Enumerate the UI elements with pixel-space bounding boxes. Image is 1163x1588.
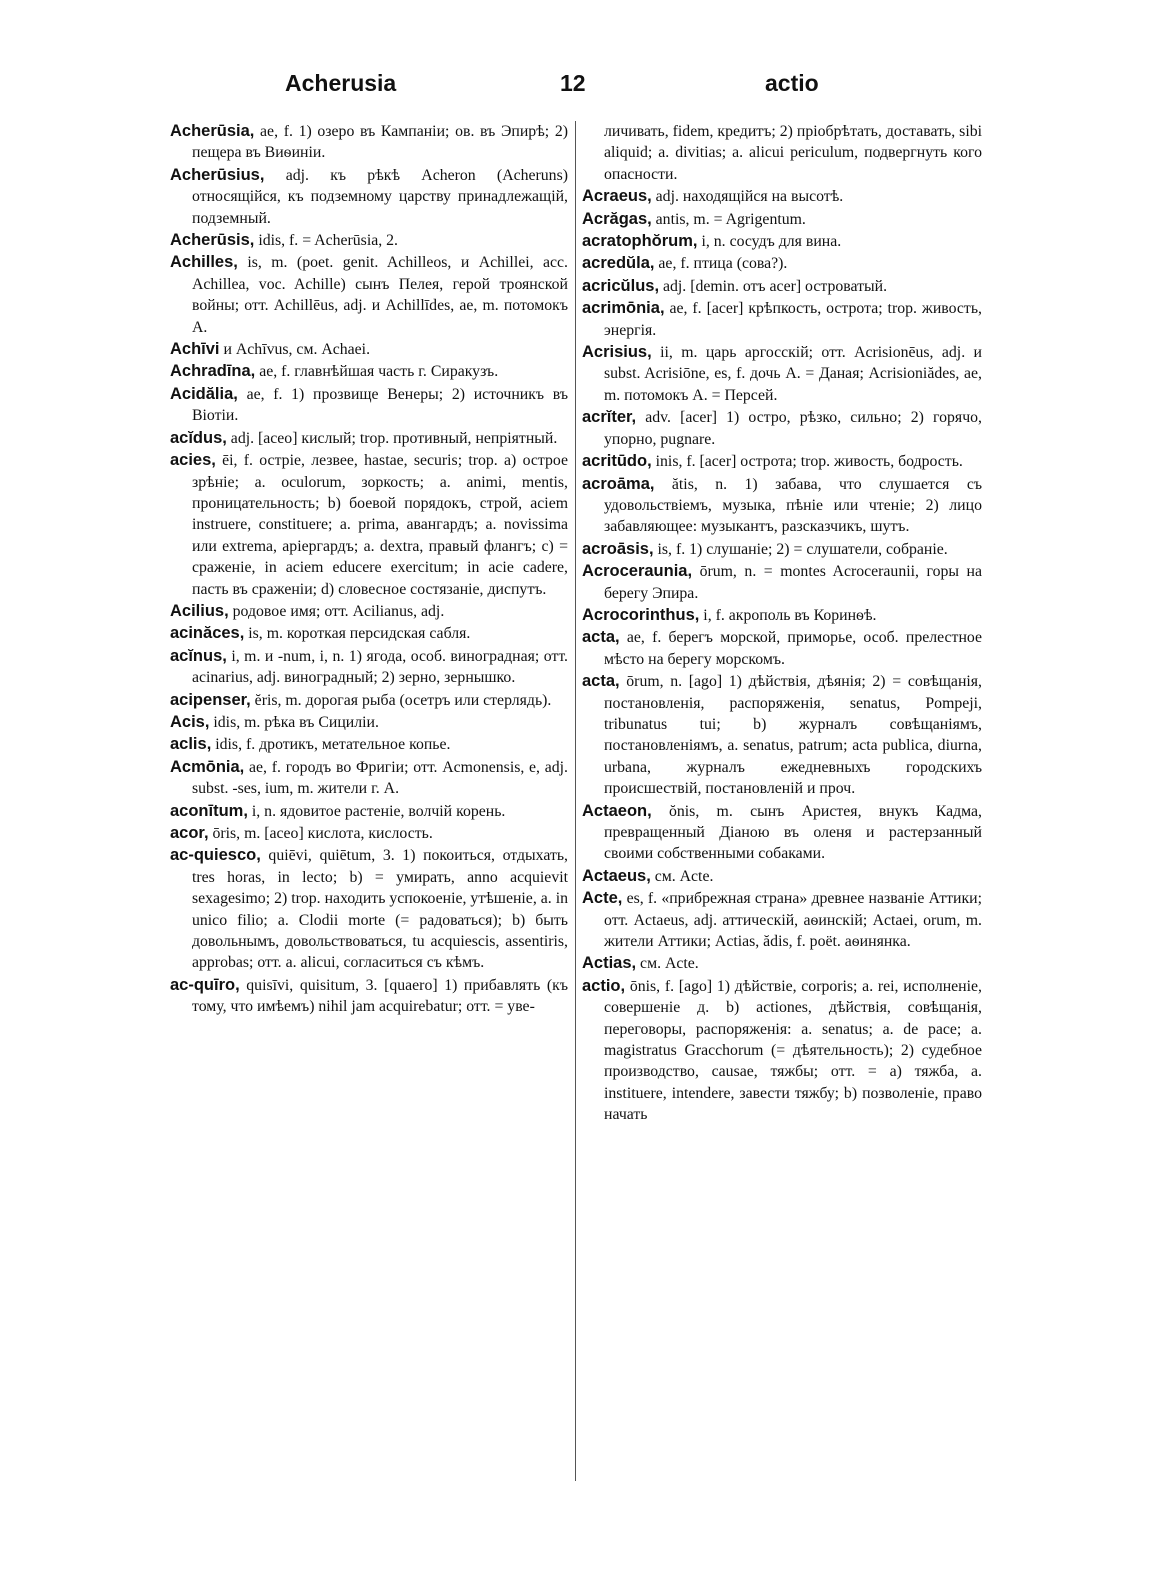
dictionary-entry: [582, 209, 982, 230]
entry-definition: quisīvi, quisitum, 3. [quaero] 1) прибавлять (къ тому, что имѣемъ) nihil jam acquirebatur; отт. = уве-: [192, 976, 568, 1016]
entry-headword: acĭnus,: [170, 646, 227, 665]
entry-definition: quiēvi, quiētum, 3. 1) покоиться, отдыхать, tres horas, in lecto; b) = умирать, anno acquievit sexagesimo; 2) trop. находить успокоеніе, утѣшеніе, a. in unico filio; a. Clodii morte (= радоваться); b) быть довольнымъ, довольствоваться, tu acquiescis, assentiris, approbas; отт. a. alicui, согласиться съ кѣмъ.: [192, 847, 568, 972]
entry-definition: ae, f. главнѣйшая часть г. Сиракузъ.: [255, 363, 499, 381]
dictionary-entry: [170, 712, 568, 733]
entry-definition: i, f. акрополь въ Коринѳѣ.: [699, 606, 877, 624]
entry-headword: Acis,: [170, 712, 210, 731]
entry-headword: acies,: [170, 451, 216, 470]
dictionary-entry: [170, 823, 568, 844]
entry-definition: ae, f. 1) озеро въ Кампаніи; ов. въ Эпирѣ; 2) пещера въ Виѳиніи.: [192, 123, 568, 162]
entry-definition: ae, f. городъ во Фригіи; отт. Acmonensis, e, adj. subst. -ses, ium, m. жители г. А.: [192, 758, 568, 798]
entry-headword: acipenser,: [170, 690, 251, 709]
entry-headword: aconītum,: [170, 801, 248, 820]
entry-headword: acroāsis,: [582, 539, 654, 558]
entry-definition: adj. [aceo] кислый; trop. противный, непріятный.: [226, 429, 558, 447]
dictionary-entry: [170, 601, 568, 622]
entry-definition: см. Acte.: [650, 867, 714, 885]
dictionary-entry: [582, 474, 982, 538]
dictionary-entry: [170, 252, 568, 338]
entry-definition: ae, f. берегъ морской, приморье, особ. прелестное мѣсто на берегу морскомъ.: [604, 629, 982, 668]
entry-definition: ĕris, m. дорогая рыба (осетръ или стерлядь).: [250, 691, 552, 709]
entry-definition: ŏnis, m. сынъ Аристея, внукъ Кадма, превращенный Діаною въ оленя и растерзанный своими собственными собаками.: [604, 802, 982, 863]
dictionary-entry: [582, 605, 982, 626]
dictionary-entry: [582, 866, 982, 887]
entry-definition: adj. [demin. отъ acer] островатый.: [659, 277, 888, 295]
entry-definition: i, m. и -num, i, n. 1) ягода, особ. виноградная; отт. acinarius, adj. виноградный; 2) зерно, зернышко.: [192, 647, 568, 687]
entry-headword: acritūdo,: [582, 452, 652, 471]
entry-definition: antis, m. = Agrigentum.: [651, 210, 806, 228]
entry-headword: acor,: [170, 824, 209, 842]
dictionary-entry: [170, 623, 568, 644]
entry-headword: Acte,: [582, 889, 623, 908]
dictionary-entry: [170, 646, 568, 689]
entry-definition: adj. къ рѣкѣ Acheron (Acheruns) относящійся, къ подземному царству принадлежащій, подземный.: [192, 166, 568, 227]
dictionary-entry: [582, 671, 982, 799]
entry-headword: acrĭter,: [582, 408, 637, 427]
dictionary-entry: [170, 428, 568, 449]
entry-headword: Acherūsia,: [170, 122, 255, 140]
entry-definition: ii, m. царь аргосскій; отт. Acrisionēus, adj. и subst. Acrisiōne, es, f. дочь А. = Даная; Acrisioniădes, ae, m. потомокъ А. = Персей.: [604, 344, 982, 404]
entry-headword: aclis,: [170, 735, 212, 754]
entry-headword: acinăces,: [170, 624, 245, 643]
dictionary-entry: [170, 384, 568, 427]
entry-definition: см. Acte.: [636, 955, 699, 973]
entry-headword: acroāma,: [582, 474, 655, 493]
dictionary-entry: [582, 451, 982, 472]
dictionary-entry: [582, 276, 982, 297]
dictionary-entry: [170, 361, 568, 382]
entry-definition: и Achīvus, см. Achaei.: [219, 341, 371, 359]
entry-definition: ae, f. птица (сова?).: [654, 255, 788, 273]
entry-definition: inis, f. [acer] острота; trop. живость, бодрость.: [651, 453, 963, 471]
dictionary-entry: [170, 690, 568, 711]
entry-definition: idis, m. рѣка въ Сициліи.: [209, 713, 379, 731]
entry-definition: is, f. 1) слушаніе; 2) = слушатели, собраніе.: [653, 540, 948, 558]
entry-headword: Acrăgas,: [582, 209, 652, 228]
entry-headword: actio,: [582, 976, 626, 995]
right-column: [582, 121, 982, 1127]
entry-definition: i, n. сосудъ для вина.: [697, 233, 842, 251]
dictionary-entry: [170, 975, 568, 1018]
dictionary-entry: [170, 450, 568, 600]
entry-headword: Achīvi: [170, 340, 220, 359]
entry-definition: idis, f. = Acherūsia, 2.: [254, 232, 398, 250]
column-divider: [575, 121, 576, 1481]
dictionary-entry: [582, 407, 982, 450]
dictionary-entry: [170, 757, 568, 800]
dictionary-entry: [582, 186, 982, 207]
entry-headword: Acmōnia,: [170, 757, 245, 776]
dictionary-entry: [170, 845, 568, 973]
entry-headword: Acraeus,: [582, 187, 652, 206]
entry-headword: Achilles,: [170, 253, 238, 272]
dictionary-entry: [582, 888, 982, 952]
dictionary-entry: [582, 801, 982, 865]
running-head-last-word: actio: [765, 70, 819, 96]
entry-headword: Acilius,: [170, 601, 229, 620]
entry-definition: idis, f. дротикъ, метательное копье.: [211, 736, 451, 754]
dictionary-entry: [582, 539, 982, 560]
dictionary-entry: [170, 801, 568, 822]
dictionary-entry: [170, 339, 568, 360]
running-head: [170, 70, 1000, 106]
entry-headword: acta,: [582, 672, 620, 691]
dictionary-entry: [582, 953, 982, 974]
entry-definition: ae, f. [acer] крѣпкость, острота; trop. живость, энергія.: [604, 300, 982, 339]
entry-headword: Acherūsius,: [170, 165, 265, 184]
entry-definition: adj. находящійся на высотѣ.: [651, 188, 844, 206]
entry-definition: личивать, fidem, кредитъ; 2) пріобрѣтать, доставать, sibi aliquid; a. divitias; a. alicui periculum, подвергнуть кого опасности.: [604, 123, 982, 183]
dictionary-entry: [582, 627, 982, 670]
entry-headword: Acherūsis,: [170, 231, 255, 250]
dictionary-entry: [582, 561, 982, 604]
dictionary-entry: [170, 121, 568, 164]
entry-headword: acratophŏrum,: [582, 232, 698, 251]
entry-headword: acricŭlus,: [582, 276, 660, 295]
entry-headword: Acrisius,: [582, 343, 652, 362]
entry-definition: ătis, n. 1) забава, что слушается съ удовольствіемъ, музыка, пѣніе или чтеніе; 2) лицо забавляющее: музыкантъ, разсказчикъ, шутъ.: [604, 475, 982, 536]
entry-headword: Acidălia,: [170, 384, 238, 403]
entry-definition: is, m. короткая персидская сабля.: [244, 625, 471, 643]
page-number: 12: [560, 70, 586, 96]
running-head-first-word: Acherusia: [285, 70, 397, 96]
dictionary-entry: [582, 231, 982, 252]
entry-headword: Acrocorinthus,: [582, 605, 700, 624]
entry-definition: родовое имя; отт. Acilianus, adj.: [228, 602, 445, 620]
entry-headword: ac-quīro,: [170, 975, 240, 994]
dictionary-entry: [170, 734, 568, 755]
entry-definition: es, f. «прибрежная страна» древнее названіе Аттики; отт. Actaeus, adj. аттическій, аѳинскій; Actaei, orum, m. жители Аттики; Actias, ădis, f. poët. аѳинянка.: [604, 890, 982, 951]
entry-definition: ōnis, f. [ago] 1) дѣйствіе, corporis; a. rei, исполненіе, совершеніе д. b) actiones, дѣйствія, совѣщанія, переговоры, распоряженія: a. senatus; a. de pace; a. magistratus Gracchorum (= дѣятельность); 2) судебное производство, causae, тяжбы; отт. = a) тяжба, a. instituere, intendere, завести тяжбу; b) позволеніе, право начать: [604, 977, 982, 1124]
entry-definition: adv. [acer] 1) остро, рѣзко, сильно; 2) горячо, упорно, pugnare.: [604, 409, 982, 448]
entry-definition: i, n. ядовитое растеніе, волчій корень.: [247, 802, 506, 820]
entry-headword: Actaeon,: [582, 801, 652, 820]
entry-headword: acredŭla,: [582, 254, 655, 273]
entry-definition: ēi, f. остріе, лезвее, hastae, securis; trop. a) острое зрѣніе; a. oculorum, зоркость; a. animi, mentis, проницательность; b) боевой порядокъ, строй, aciem instruere, constituere; a. prima, авангардъ; a. novissima или extrema, аріергардъ; a. dextra, правый флангъ; c) = сраженіе, in aciem educere exercitum; in acie cadere, пасть въ сраженіи; d) словесное состязаніе, диспутъ.: [192, 452, 568, 598]
dictionary-entry: [582, 298, 982, 341]
entry-definition: ōrum, n. = montes Acroceraunii, горы на берегу Эпира.: [604, 563, 982, 602]
entry-headword: ac-quiesco,: [170, 846, 261, 865]
entry-headword: acta,: [582, 628, 620, 647]
entry-headword: Actias,: [582, 954, 637, 973]
dictionary-entry: [170, 165, 568, 229]
dictionary-entry: [170, 230, 568, 251]
entry-headword: Achradīna,: [170, 362, 256, 381]
entry-headword: Actaeus,: [582, 866, 651, 885]
entry-definition: ōris, m. [aceo] кислота, кислость.: [208, 825, 433, 842]
entry-headword: acĭdus,: [170, 428, 227, 447]
dictionary-entry: [582, 121, 982, 185]
entry-definition: ae, f. 1) прозвище Венеры; 2) источникъ въ Віотіи.: [192, 385, 568, 425]
entry-definition: ōrum, n. [ago] 1) дѣйствія, дѣянія; 2) = совѣщанія, постановленія, распоряженія, senatus, Pompeji, tribunatus tui; b) журналъ совѣщаніямъ, постановленіямъ, a. senatus, patrum; acta publica, diurna, urbana, журналъ ежедневныхъ городскихъ происшествій, постановленій и проч.: [604, 673, 982, 798]
dictionary-entry: [582, 253, 982, 274]
dictionary-entry: [582, 976, 982, 1126]
entry-definition: is, m. (poet. genit. Achilleos, и Achillei, acc. Achillea, voc. Achille) сынъ Пелея, герой троянской войны; отт. Achillēus, adj. и Achillīdes, ae, m. потомокъ А.: [192, 254, 568, 336]
entry-headword: acrimōnia,: [582, 299, 665, 318]
left-column: [170, 121, 568, 1019]
entry-headword: Acroceraunia,: [582, 562, 693, 581]
dictionary-entry: [582, 342, 982, 406]
